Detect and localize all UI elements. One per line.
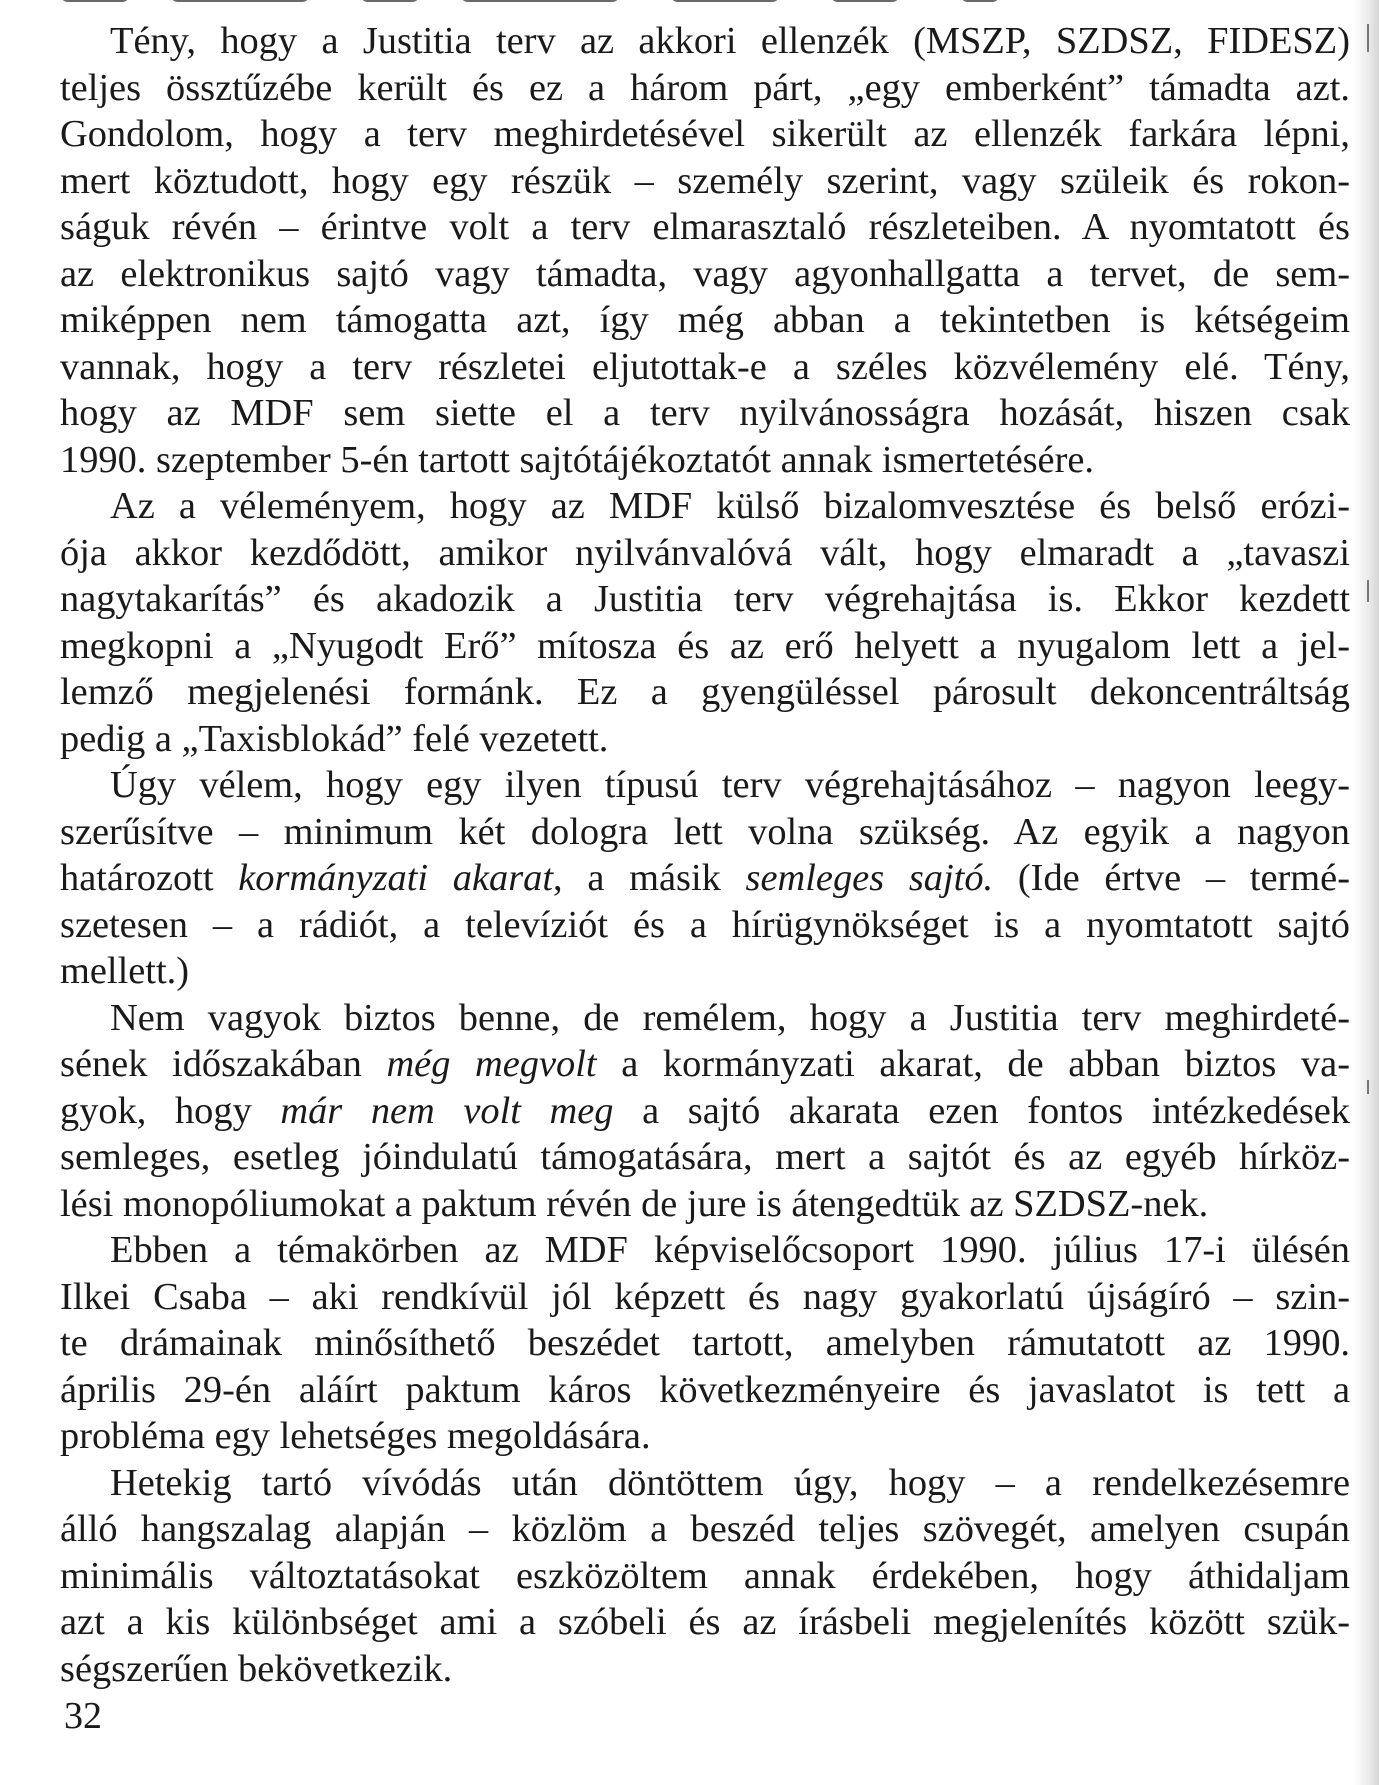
text-line: szerűsítve – minimum két dologra lett volna szükség. Az egyik a nagyon bbox=[60, 810, 1350, 853]
cut-off-previous-line bbox=[60, 0, 1350, 12]
paragraph bbox=[60, 995, 1350, 1228]
text-line: lési monopóliumokat a paktum révén de jure is átengedtük az SZDSZ-nek. bbox=[60, 1182, 1209, 1225]
text-line: pedig a „Taxisblokád” felé vezetett. bbox=[60, 717, 609, 760]
text-line: minimális változtatásokat eszközöltem annak érdekében, hogy áthidaljam bbox=[60, 1554, 1350, 1597]
text-line: teljes össztűzébe került és ez a három párt, „egy emberként” támadta azt. bbox=[60, 66, 1350, 109]
scan-mark bbox=[1367, 580, 1369, 602]
text-line: te drámainak minősíthető beszédet tartott, amelyben rámutatott az 1990. bbox=[60, 1322, 1350, 1364]
text-line: sének időszakában még megvolt a kormányzati akarat, de abban biztos va- bbox=[60, 1043, 1350, 1085]
text-line: Az a véleményem, hogy az MDF külső bizalomvesztése és belső erózi- bbox=[110, 485, 1350, 527]
text-line: gyok, hogy már nem volt meg a sajtó akarata ezen fontos intézkedések bbox=[60, 1089, 1351, 1132]
text-line: nagytakarítás” és akadozik a Justitia terv végrehajtása is. Ekkor kezdett bbox=[60, 578, 1350, 620]
text-line: Ebben a témakörben az MDF képviselőcsoport 1990. július 17-i ülésén bbox=[110, 1229, 1350, 1271]
text-line: 1990. szeptember 5-én tartott sajtótájékoztatót annak ismertetésére. bbox=[60, 438, 1095, 481]
text-line: Gondolom, hogy a terv meghirdetésével sikerült az ellenzék farkára lépni, bbox=[60, 113, 1350, 155]
text-line: április 29-én aláírt paktum káros következményeire és javaslatot is tett a bbox=[60, 1368, 1350, 1411]
text-line: hogy az MDF sem siette el a terv nyilvánosságra hozását, hiszen csak bbox=[60, 392, 1350, 434]
text-line: probléma egy lehetséges megoldására. bbox=[60, 1415, 651, 1457]
text-line: Tény, hogy a Justitia terv az akkori ellenzék (MSZP, SZDSZ, FIDESZ) bbox=[110, 20, 1350, 62]
text-line: szetesen – a rádiót, a televíziót és a hírügynökséget is a nyomtatott sajtó bbox=[60, 903, 1350, 946]
text-line: Úgy vélem, hogy egy ilyen típusú terv végrehajtásához – nagyon leegy- bbox=[110, 764, 1350, 806]
paragraph bbox=[60, 1460, 1350, 1693]
text-line: ségszerűen bekövetkezik. bbox=[60, 1647, 453, 1690]
text-line: ságuk révén – érintve volt a terv elmarasztaló részleteiben. A nyomtatott és bbox=[60, 206, 1350, 248]
text-line: ója akkor kezdődött, amikor nyilvánvalóvá vált, hogy elmaradt a „tavaszi bbox=[60, 531, 1350, 574]
emphasis-text: már nem volt meg bbox=[280, 1089, 614, 1132]
text-line: vannak, hogy a terv részletei eljutottak-e a széles közvélemény elé. Tény, bbox=[60, 345, 1350, 388]
text-line: megkopni a „Nyugodt Erő” mítosza és az erő helyett a nyugalom lett a jel- bbox=[60, 624, 1350, 667]
emphasis-text: kormányzati akarat bbox=[238, 857, 553, 899]
text-line: Hetekig tartó vívódás után döntöttem úgy, hogy – a rendelkezésemre bbox=[110, 1461, 1350, 1504]
scan-mark bbox=[1367, 1080, 1369, 1094]
text-line: lemző megjelenési formánk. Ez a gyengüléssel párosult dekoncentráltság bbox=[60, 671, 1350, 713]
text-line: az elektronikus sajtó vagy támadta, vagy agyonhallgatta a tervet, de sem- bbox=[60, 252, 1350, 295]
text-line: azt a kis különbséget ami a szóbeli és az írásbeli megjelenítés között szük- bbox=[60, 1601, 1350, 1643]
page-edge-shadow bbox=[1353, 0, 1379, 1785]
paragraph bbox=[60, 18, 1350, 483]
text-line: semleges, esetleg jóindulatú támogatására, mert a sajtót és az egyéb hírköz- bbox=[60, 1136, 1350, 1178]
paragraph bbox=[60, 762, 1350, 995]
text-line: Ilkei Csaba – aki rendkívül jól képzett és nagy gyakorlatú újságíró – szin- bbox=[60, 1275, 1350, 1318]
text-line: miképpen nem támogatta azt, így még abban a tekintetben is kétségeim bbox=[60, 299, 1350, 341]
emphasis-text: semleges sajtó. bbox=[745, 857, 994, 899]
paragraph bbox=[60, 1227, 1350, 1460]
text-line: Nem vagyok biztos benne, de remélem, hogy a Justitia terv meghirdeté- bbox=[110, 996, 1350, 1039]
text-line: határozott kormányzati akarat, a másik semleges sajtó. (Ide értve – termé- bbox=[60, 857, 1350, 899]
scan-mark bbox=[1367, 24, 1369, 52]
emphasis-text: még megvolt bbox=[386, 1043, 597, 1085]
text-line: mert köztudott, hogy egy részük – személy szerint, vagy szüleik és rokon- bbox=[60, 159, 1350, 202]
text-line: mellett.) bbox=[60, 950, 189, 992]
page-body-text bbox=[60, 18, 1350, 1692]
text-line: álló hangszalag alapján – közlöm a beszéd teljes szövegét, amelyen csupán bbox=[60, 1508, 1350, 1550]
paragraph bbox=[60, 483, 1350, 762]
page-number: 32 bbox=[64, 1695, 102, 1737]
